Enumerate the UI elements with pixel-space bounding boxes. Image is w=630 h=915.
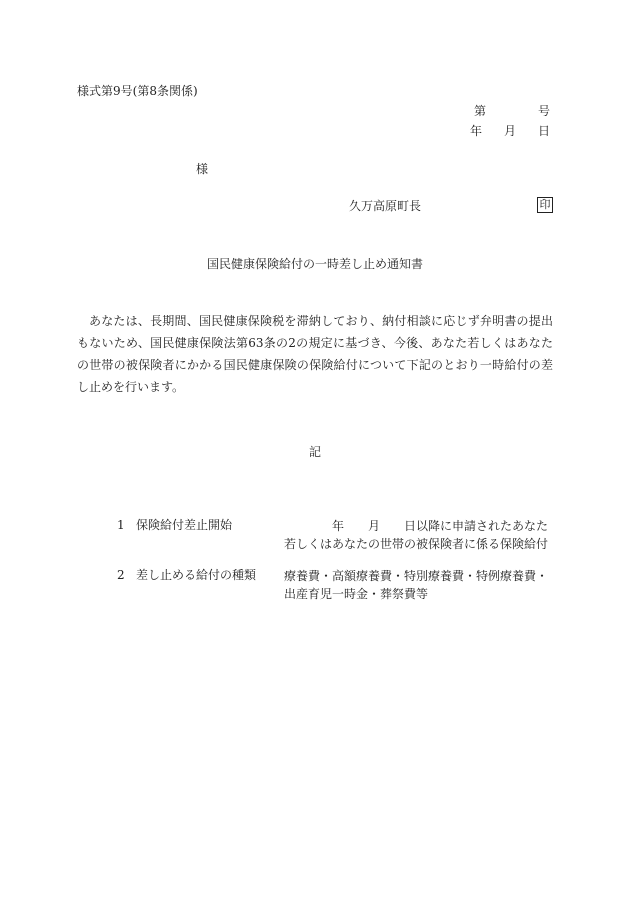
- item-detail-line: 療養費・高額療養費・特別療養費・特例療養費・: [284, 569, 549, 583]
- date-day: 日: [537, 124, 550, 138]
- item-detail: [284, 517, 559, 553]
- issuer: 久万高原町長: [349, 199, 422, 213]
- item-detail-line: 若しくはあなたの世帯の被保険者に係る保険給付: [284, 537, 549, 551]
- item-detail-line: [284, 517, 559, 535]
- document-title: 国民健康保険給付の一時差し止め通知書: [206, 257, 423, 271]
- addressee: 様: [196, 162, 209, 176]
- item-label: 保険給付差止開始: [136, 518, 233, 532]
- number-prefix: 第: [473, 104, 486, 118]
- list-item: [117, 567, 557, 607]
- start-year: 年: [332, 519, 345, 533]
- date-month: 月: [503, 124, 516, 138]
- seal-mark: 印: [537, 197, 553, 213]
- item-detail-line: 出産育児一時金・葬祭費等: [284, 587, 429, 601]
- date-year: 年: [469, 124, 482, 138]
- form-label: 様式第9号(第8条関係): [77, 84, 198, 98]
- issue-date: [470, 123, 550, 139]
- item-label: 差し止める給付の種類: [136, 568, 257, 582]
- document-number: [474, 103, 550, 119]
- item-number: 1: [117, 518, 125, 532]
- list-item: [117, 517, 557, 557]
- notice-paragraph: あなたは、長期間、国民健康保険税を滞納しており、納付相談に応じず弁明書の提出もないため、国民健康保険法第63条の2の規定に基づき、今後、あなた若しくはあなたの世帯の被保険者にかかる国民健康保険の保険給付について下記のとおり一時給付の差し止めを行います。: [77, 314, 553, 394]
- item-number: 2: [117, 568, 125, 582]
- start-month: 月: [368, 519, 381, 533]
- notice-body: [77, 310, 553, 398]
- ki-heading: 記: [308, 445, 321, 459]
- start-day-tail: 日以降に申請されたあなた: [404, 519, 549, 533]
- number-suffix: 号: [537, 104, 550, 118]
- item-detail: [284, 567, 559, 603]
